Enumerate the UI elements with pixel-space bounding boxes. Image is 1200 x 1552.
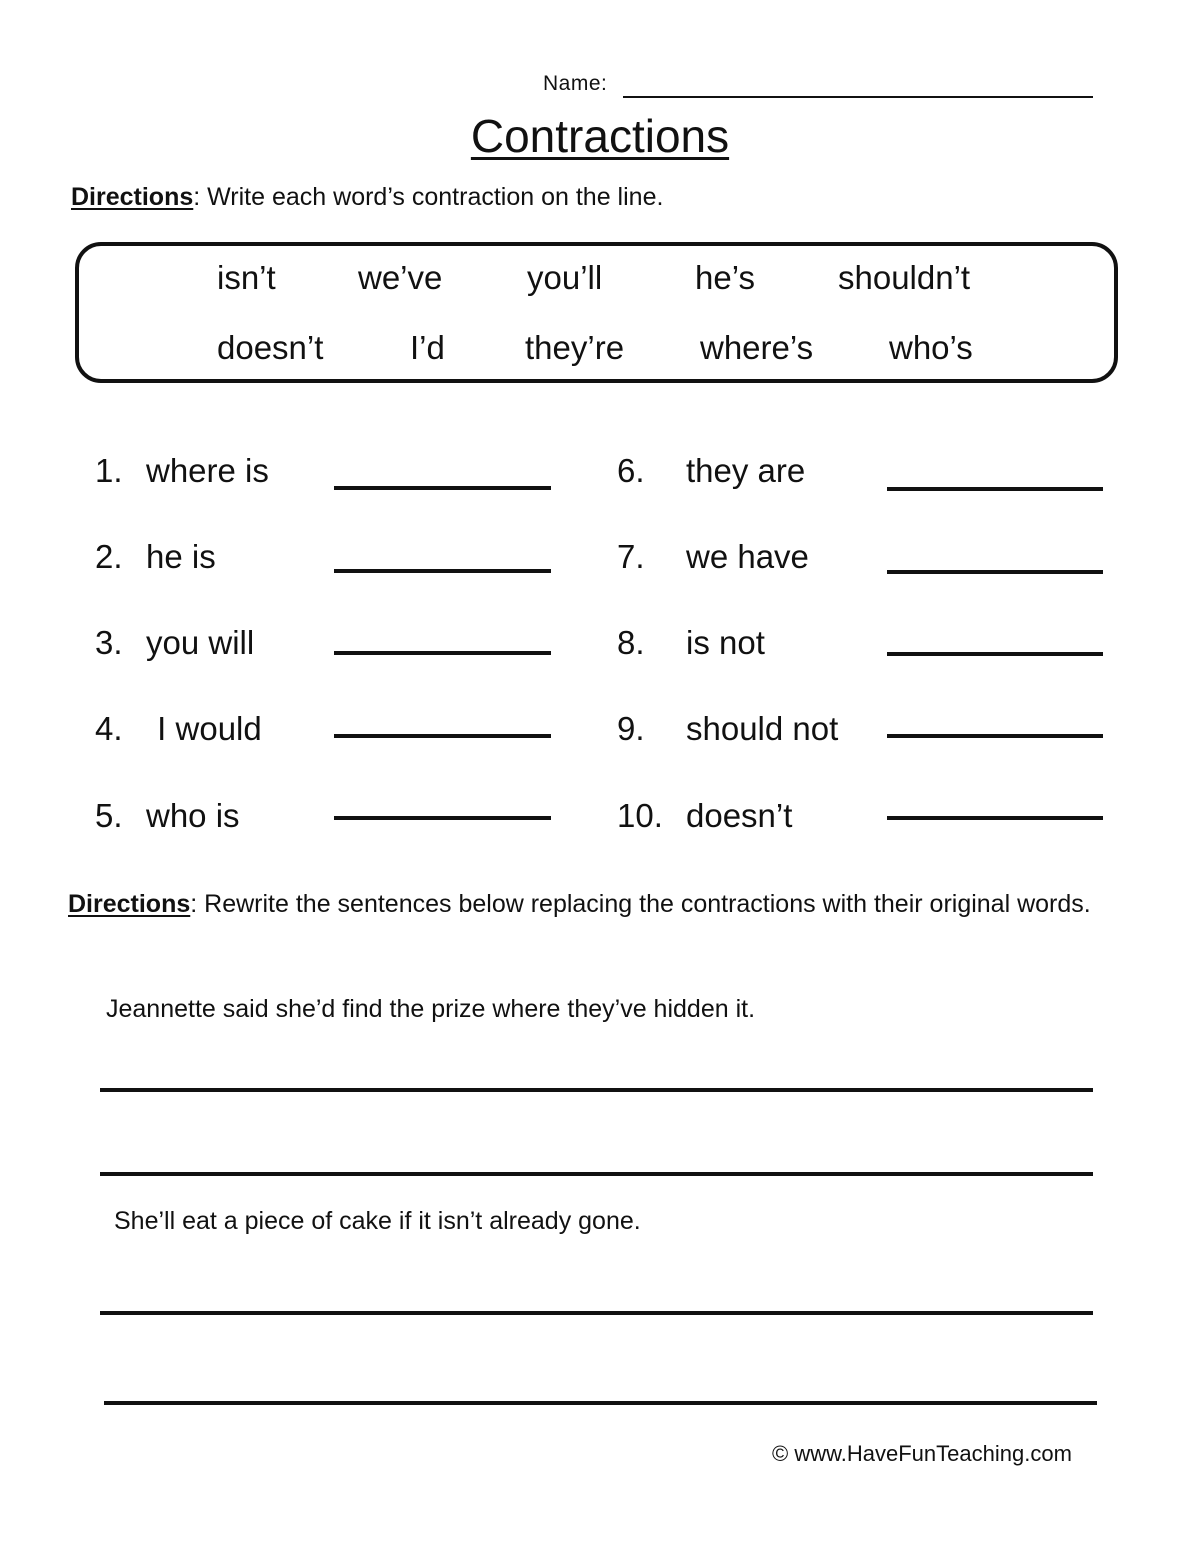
bank-word: they’re [525, 329, 625, 366]
answer-line[interactable] [887, 570, 1103, 574]
name-label: Name: [543, 72, 608, 95]
write-line[interactable] [104, 1401, 1097, 1405]
page-title-text: Contractions [470, 110, 730, 162]
page-title [0, 108, 1200, 164]
question-prompt: who is [146, 797, 240, 834]
answer-line[interactable] [334, 734, 551, 738]
question-number: 8. [617, 624, 645, 661]
question-prompt: they are [686, 452, 806, 489]
question-prompt: where is [146, 452, 269, 489]
sentence-prompt: She’ll eat a piece of cake if it isn’t already gone. [114, 1207, 641, 1235]
bank-word: doesn’t [217, 329, 324, 366]
directions-2-label: Directions [68, 890, 191, 918]
question-prompt: he is [146, 538, 216, 575]
question-number: 7. [617, 538, 645, 575]
write-line[interactable] [100, 1172, 1093, 1176]
question-number: 1. [95, 452, 123, 489]
write-line[interactable] [100, 1311, 1093, 1315]
bank-word: you’ll [527, 259, 603, 296]
directions-1 [71, 180, 663, 214]
answer-line[interactable] [887, 816, 1103, 820]
question-prompt: I would [148, 710, 262, 747]
answer-line[interactable] [334, 816, 551, 820]
directions-1-text: : Write each word’s contraction on the line. [193, 183, 664, 211]
answer-line[interactable] [334, 486, 551, 490]
directions-2 [68, 887, 1128, 921]
bank-word: I’d [410, 329, 445, 366]
answer-line[interactable] [334, 569, 551, 573]
bank-word: we’ve [358, 259, 443, 296]
bank-word: isn’t [217, 259, 276, 296]
question-prompt: is not [686, 624, 765, 661]
answer-line[interactable] [887, 652, 1103, 656]
write-line[interactable] [100, 1088, 1093, 1092]
bank-word: where’s [700, 329, 814, 366]
directions-1-label: Directions [71, 183, 194, 211]
directions-2-text: : Rewrite the sentences below replacing the contractions with their original words. [190, 890, 1091, 918]
question-number: 4. [95, 710, 123, 747]
bank-word: shouldn’t [838, 259, 971, 296]
question-number: 10. [617, 797, 663, 834]
question-prompt: you will [146, 624, 255, 661]
name-line[interactable] [623, 96, 1093, 98]
question-prompt: should not [686, 710, 839, 747]
answer-line[interactable] [887, 487, 1103, 491]
answer-line[interactable] [334, 651, 551, 655]
copyright-footer: © www.HaveFunTeaching.com [772, 1441, 1072, 1466]
question-prompt: we have [686, 538, 809, 575]
sentence-prompt: Jeannette said she’d find the prize where they’ve hidden it. [106, 995, 756, 1023]
bank-word: he’s [695, 259, 755, 296]
question-number: 3. [95, 624, 123, 661]
bank-word: who’s [889, 329, 973, 366]
question-prompt: doesn’t [686, 797, 793, 834]
question-number: 6. [617, 452, 645, 489]
question-number: 9. [617, 710, 645, 747]
question-number: 2. [95, 538, 123, 575]
question-number: 5. [95, 797, 123, 834]
answer-line[interactable] [887, 734, 1103, 738]
